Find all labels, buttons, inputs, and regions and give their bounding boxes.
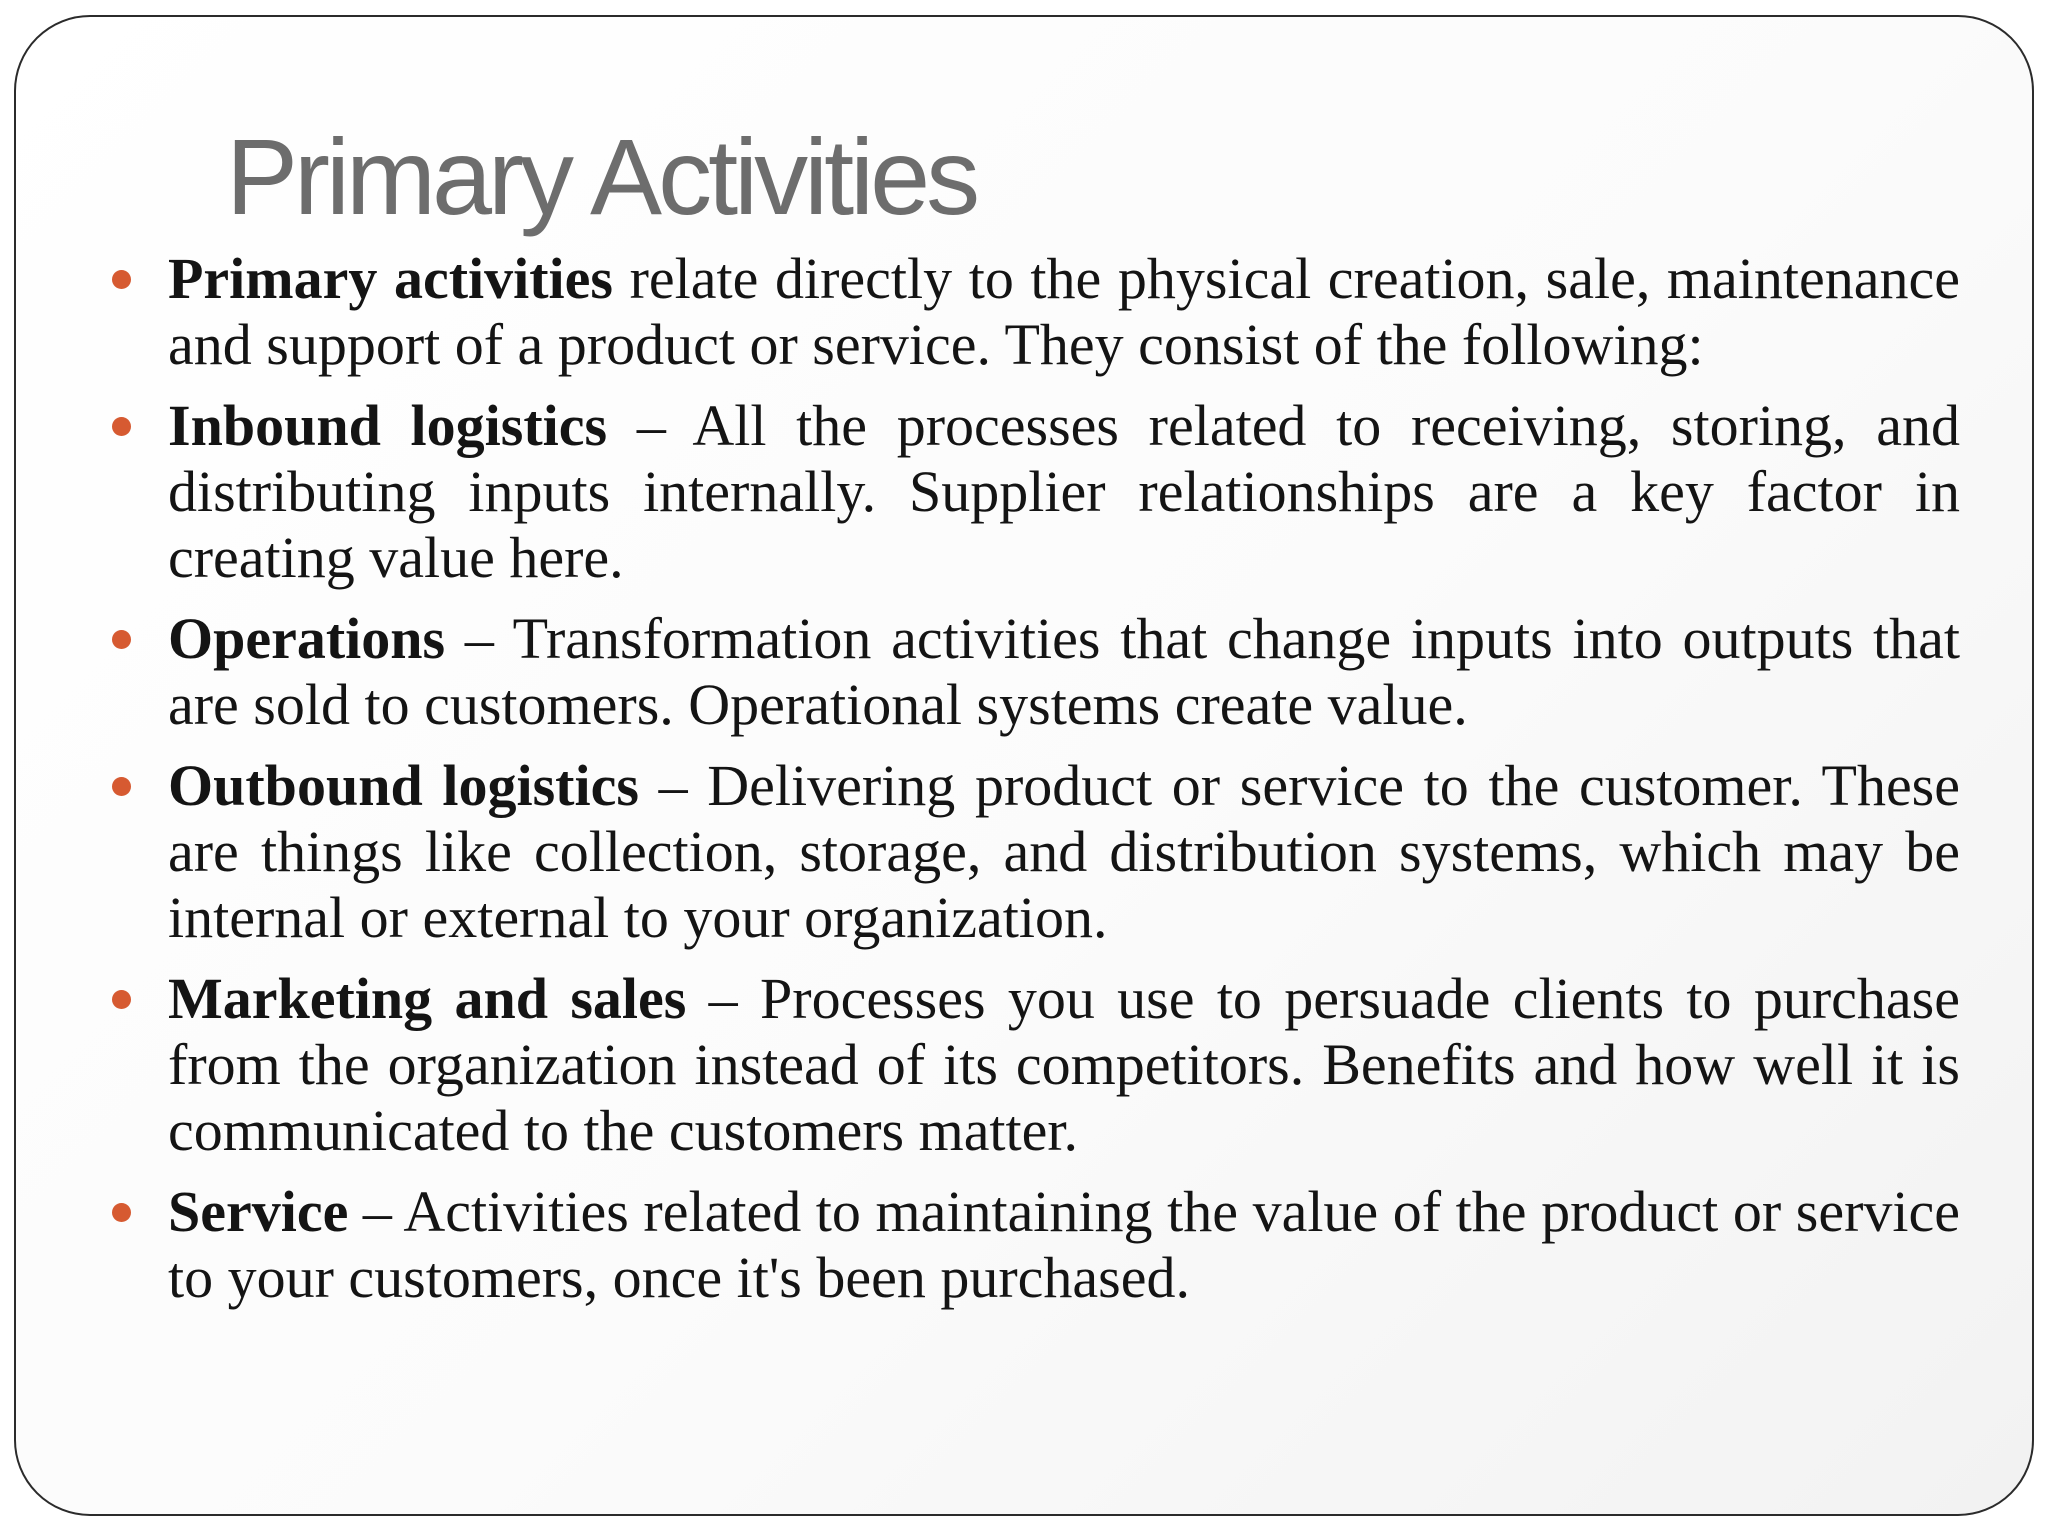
bullet-term: Operations [168, 606, 446, 671]
bullet-item-outbound-logistics [168, 753, 1960, 951]
bullet-dot-icon [112, 990, 131, 1009]
bullet-text: relate directly to the physical creation, sale, maintenance and support of a product or service. They consist of the following: [168, 246, 1960, 377]
bullet-item-marketing-and-sales [168, 966, 1960, 1164]
bullet-text: – Processes you use to persuade clients to purchase from the organization instead of its competitors. Benefits and how well it is communicated to the customers matter. [168, 966, 1960, 1163]
bullet-term: Service [168, 1179, 349, 1244]
bullet-item-inbound-logistics [168, 393, 1960, 591]
bullet-dot-icon [112, 777, 131, 796]
bullet-dot-icon [112, 417, 131, 436]
bullet-list [168, 246, 1960, 1326]
bullet-item-operations [168, 606, 1960, 738]
bullet-term: Primary activities [168, 246, 613, 311]
bullet-item-service [168, 1179, 1960, 1311]
bullet-text: – Activities related to maintaining the value of the product or service to your customers, once it's been purchased. [168, 1179, 1960, 1310]
bullet-dot-icon [112, 270, 131, 289]
bullet-term: Marketing and sales [168, 966, 687, 1031]
bullet-dot-icon [112, 1203, 131, 1222]
bullet-text: – Delivering product or service to the customer. These are things like collection, storage, and distribution systems, which may be internal or external to your organization. [168, 753, 1960, 950]
bullet-item-primary-activities [168, 246, 1960, 378]
slide-title: Primary Activities [226, 116, 977, 237]
bullet-term: Inbound logistics [168, 393, 608, 458]
bullet-term: Outbound logistics [168, 753, 639, 818]
bullet-text: – Transformation activities that change inputs into outputs that are sold to customers. Operational systems create value. [168, 606, 1960, 737]
bullet-dot-icon [112, 630, 131, 649]
bullet-text: – All the processes related to receiving, storing, and distributing inputs internally. Supplier relationships are a key factor in creating value here. [168, 393, 1960, 590]
